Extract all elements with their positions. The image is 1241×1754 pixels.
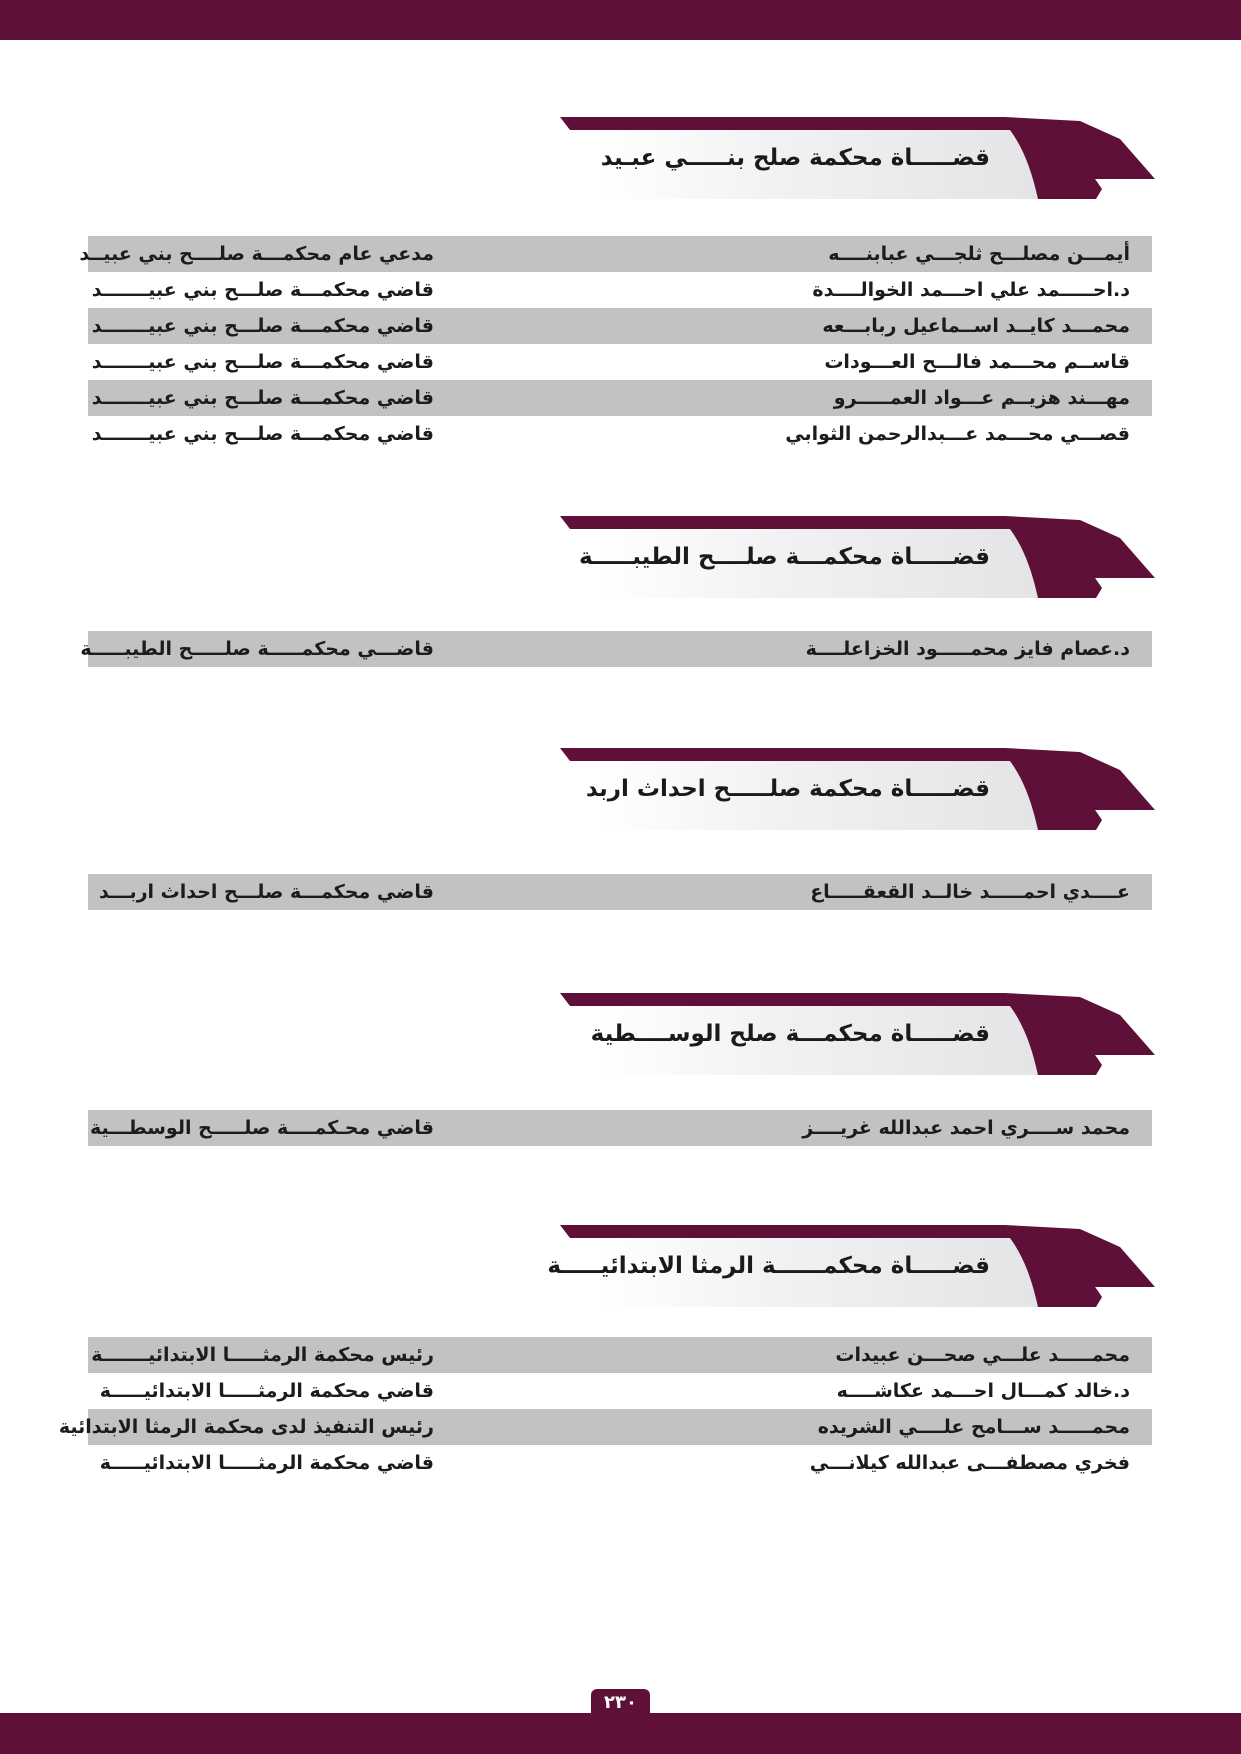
judge-name: عــــدي احمـــــد خالــد القعقـــــاع [810, 881, 1130, 903]
bottom-banner [0, 1713, 1241, 1754]
table-row [80, 631, 1152, 667]
judge-name: د.خالد كمـــال احـــمد عكاشــــه [836, 1380, 1130, 1402]
page-number: ٢٣٠ [591, 1689, 650, 1715]
judge-name: فخري مصطفـــى عبدالله كيلانـــي [809, 1452, 1130, 1474]
section-header [560, 117, 1160, 207]
table-row [88, 1373, 1152, 1409]
table-row [88, 308, 1152, 344]
table-row [88, 380, 1152, 416]
judge-name: محمد ســــري احمد عبدالله غريــــز [802, 1117, 1130, 1139]
judge-name: محمـــد كايــد اســماعيل ربابـــعه [822, 315, 1130, 337]
table-row [88, 1337, 1152, 1373]
judges-table [79, 236, 1152, 452]
section-header [560, 993, 1160, 1083]
judges-table [80, 631, 1152, 667]
judge-role: رئيس محكمة الرمثـــــا الابتدائيـــــــة [91, 1344, 434, 1366]
table-row [88, 1445, 1152, 1481]
section-title: قضـــــاة محكمـــة صلح الوســــطية [590, 1021, 990, 1047]
section-title: قضـــــاة محكمـــة صلــــح الطيبـــــة [578, 544, 990, 570]
judges-table [88, 874, 1152, 910]
judge-name: قاســم محـــمد فالـــح العـــودات [824, 351, 1130, 373]
judge-role: قاضي محكمـــة صلـــح بني عبيـــــــد [91, 315, 434, 337]
judge-role: قاضي محكمة الرمثـــــا الابتدائيـــــة [99, 1380, 434, 1402]
table-row [88, 344, 1152, 380]
table-row [88, 416, 1152, 452]
section-header [560, 516, 1160, 606]
judge-role: قاضي محكمـــة صلـــح بني عبيـــــــد [91, 279, 434, 301]
section-title: قضـــــاة محكمــــــة الرمثا الابتدائيـــــة [547, 1253, 990, 1279]
table-row [58, 1409, 1152, 1445]
judge-role: قاضي محكمـــة صلـــح احداث اربـــد [99, 881, 434, 903]
judge-role: قاضي محكمـــة صلـــح بني عبيـــــــد [91, 423, 434, 445]
judge-role: رئيس التنفيذ لدى محكمة الرمثا الابتدائية [58, 1416, 434, 1438]
judge-name: أيمـــن مصلـــح ثلجـــي عبابنــــه [828, 243, 1130, 265]
top-banner [0, 0, 1241, 40]
judge-name: محمـــــد ســـامح علــــي الشريده [817, 1416, 1130, 1438]
judge-role: قاضي محكمـــة صلـــح بني عبيـــــــد [91, 387, 434, 409]
judge-name: د.عصام فايز محمـــــود الخزاعلــــة [805, 638, 1130, 660]
judge-role: قاضي محكمـــة صلـــح بني عبيـــــــد [91, 351, 434, 373]
section-header [560, 748, 1160, 838]
judge-role: قاضي محكمة الرمثـــــا الابتدائيـــــة [99, 1452, 434, 1474]
section-title: قضـــــاة محكمة صلـــــح احداث اربد [585, 776, 990, 802]
judges-table [88, 1110, 1152, 1146]
section-header [547, 1225, 1160, 1315]
table-row [88, 272, 1152, 308]
judge-name: قصـــي محـــمد عـــبدالرحمن الثوابي [785, 423, 1130, 445]
judge-role: قاضـــي محكمـــــة صلـــــح الطيبـــــة [80, 638, 434, 660]
judge-role: قاضي محـكمــــة صلـــــح الوسطـــية [89, 1117, 434, 1139]
table-row [79, 236, 1152, 272]
judge-role: مدعي عام محكمـــة صلــــح بني عبيــد [79, 243, 434, 265]
table-row [88, 1110, 1152, 1146]
table-row [88, 874, 1152, 910]
judge-name: مهـــند هزيــم عـــواد العمـــــرو [833, 387, 1130, 409]
judge-name: محمـــــد علـــي صحـــن عبيدات [835, 1344, 1130, 1366]
judges-table [58, 1337, 1152, 1481]
judge-name: د.احـــــمد علي احـــمد الخوالــــدة [812, 279, 1130, 301]
section-title: قضـــــاة محكمة صلح بنـــــي عبـيد [600, 145, 990, 171]
